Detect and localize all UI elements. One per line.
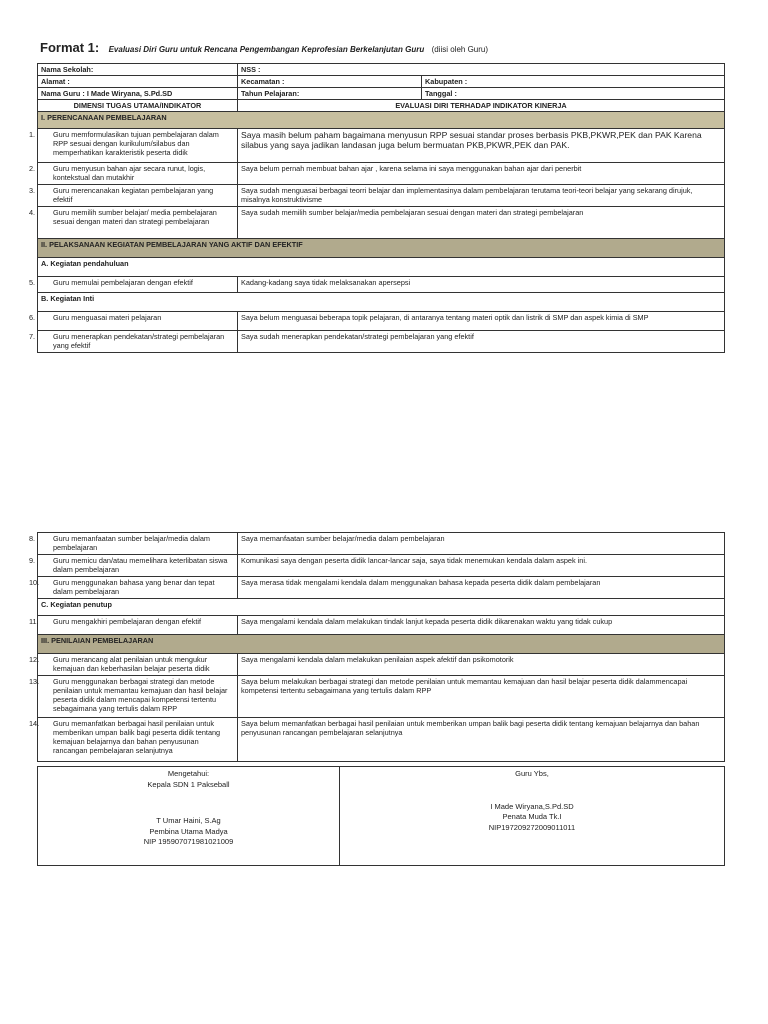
table-row: [38, 616, 725, 635]
sign-right-name: I Made Wiryana,S.Pd.SD: [490, 801, 574, 811]
table-row: [38, 533, 725, 555]
kecamatan-cell: Kecamatan :: [238, 76, 422, 88]
table-row: [38, 718, 725, 762]
evaluation-cell: Kadang-kadang saya tidak melaksanakan apersepsi: [238, 277, 725, 293]
indicator-cell: 9. Guru memicu dan/atau memelihara keterlibatan siswa dalam pembelajaran: [38, 555, 238, 577]
indicator-cell: 8. Guru memanfaatan sumber belajar/media dalam pembelajaran: [38, 533, 238, 555]
section-header: [38, 112, 725, 129]
section-title: I. PERENCANAAN PEMBELAJARAN: [38, 112, 725, 129]
table-row: [38, 331, 725, 353]
table-row: [38, 207, 725, 239]
kabupaten-cell: Kabupaten :: [422, 76, 725, 88]
table-row: [38, 577, 725, 599]
evaluation-cell: Saya sudah memilih sumber belajar/media pembelajaran sesuai dengan materi dan strategi pembelajaran: [238, 207, 725, 239]
sign-left-name: T Umar Haini, S.Ag: [156, 816, 221, 825]
evaluation-cell: Saya sudah menguasai berbagai teorri belajar dan implementasinya dalam pembelajaran terutama teori-teori belajar yang sekarang dirujuk, misalnya konstruktivisme: [238, 185, 725, 207]
nss-cell: NSS :: [238, 64, 725, 76]
signature-block: [37, 766, 725, 866]
subsection-title: B. Kegiatan Inti: [38, 293, 725, 312]
tanggal-cell: Tanggal :: [422, 88, 725, 100]
evaluation-cell: Saya mengalami kendala dalam melakukan tindak lanjut kepada peserta didik dikarenakan waktu yang tidak cukup: [238, 616, 725, 635]
indicator-cell: 12. Guru merancang alat penilaian untuk mengukur kemajuan dan keberhasilan belajar peserta didik: [38, 654, 238, 676]
subsection-header: [38, 599, 725, 616]
signature-left: [38, 767, 340, 866]
section-header: [38, 239, 725, 258]
column-header-row: [38, 100, 725, 112]
indicator-cell: 13. Guru menggunakan berbagai strategi dan metode penilaian untuk memantau kemajuan dan hasil belajar peserta didik dalam mencapai kompetensi tertentu sebagaimana yang tertulis dalam RPP: [38, 676, 238, 718]
indicator-cell: 2. Guru menyusun bahan ajar secara runut, logis, kontekstual dan mutakhir: [38, 163, 238, 185]
sign-right-rank: Penata Muda Tk.I: [502, 812, 562, 821]
subsection-title: A. Kegiatan pendahuluan: [38, 258, 725, 277]
indicator-cell: 11. Guru mengakhiri pembelajaran dengan efektif: [38, 616, 238, 635]
sign-left-line1: Mengetahui:: [167, 769, 210, 778]
evaluation-table-top: [29, 63, 725, 353]
info-row: [38, 88, 725, 100]
table-row: [38, 185, 725, 207]
evaluation-cell: Saya belum pernah membuat bahan ajar , karena selama ini saya menggunakan bahan ajar dari penerbit: [238, 163, 725, 185]
sign-right-nip: NIP197209272009011011: [488, 822, 576, 832]
column-header-left: DIMENSI TUGAS UTAMA/INDIKATOR: [38, 100, 238, 112]
evaluation-cell: Saya memanfaatan sumber belajar/media dalam pembelajaran: [238, 533, 725, 555]
evaluation-cell: Saya belum memanfatkan berbagai hasil penilaian untuk memberikan umpan balik bagi peserta didik tentang kemajuan belajarnya dan bahan penyusunan rancangan pembelajaran selanjutnya: [238, 718, 725, 762]
evaluation-cell: Saya mengalami kendala dalam melakukan penilaian aspek afektif dan psikomotorik: [238, 654, 725, 676]
indicator-cell: 1. Guru memformulasikan tujuan pembelajaran dalam RPP sesuai dengan kurikulum/silabus dan memperhatikan karakteristik peserta didik: [38, 129, 238, 163]
table-row: [38, 277, 725, 293]
sign-left-rank: Pembina Utama Madya: [149, 826, 228, 836]
table-row: [38, 129, 725, 163]
indicator-cell: 5. Guru memulai pembelajaran dengan efektif: [38, 277, 238, 293]
section-header: [38, 635, 725, 654]
indicator-cell: 14. Guru memanfatkan berbagai hasil penilaian untuk memberikan umpan balik bagi peserta didik tentang kemajuan belajarnya dan bahan penyusunan rancangan pembelajaran selanjutnya: [38, 718, 238, 762]
table-row: [38, 654, 725, 676]
signature-right: [340, 767, 725, 866]
evaluation-cell: Saya belum menguasai beberapa topik pelajaran, di antaranya tentang materi optik dan listrik di SMP dan aspek kimia di SMP: [238, 312, 725, 331]
evaluation-cell: Saya sudah menerapkan pendekatan/strategi pembelajaran yang efektif: [238, 331, 725, 353]
sign-right-line1: Guru Ybs,: [515, 769, 549, 778]
subsection-header: [38, 258, 725, 277]
evaluation-cell: Saya belum melakukan berbagai strategi dan metode penilaian untuk memantau kemajuan dan hasil belajar peserta didik dalammencapai kompetensi tertentu sebagaimana yang tertulis dalam RPP: [238, 676, 725, 718]
alamat-cell: Alamat :: [38, 76, 238, 88]
sign-left-nip: NIP 195907071981021009: [143, 837, 234, 846]
evaluation-cell: Saya merasa tidak mengalami kendala dalam menggunakan bahasa kepada peserta didik dalam pembelajaran: [238, 577, 725, 599]
evaluation-cell: Komunikasi saya dengan peserta didik lancar-lancar saja, saya tidak menemukan kendala dalam aspek ini.: [238, 555, 725, 577]
evaluation-cell: Saya masih belum paham bagaimana menyusun RPP sesuai standar proses berbasis PKB,PKWR,PEK dan PAK Karena silabus yang saya jadikan landasan juga belum bermuatan PKB,PKWR,PEK dan PAK.: [238, 129, 725, 163]
table-row: [38, 555, 725, 577]
indicator-cell: 6. Guru menguasai materi pelajaran: [38, 312, 238, 331]
indicator-cell: 3. Guru merencanakan kegiatan pembelajaran yang efektif: [38, 185, 238, 207]
info-row: [38, 76, 725, 88]
sign-left-line2: Kepala SDN 1 Pakseball: [147, 779, 230, 789]
title-note: (diisi oleh Guru): [431, 45, 489, 54]
nama-sekolah-cell: Nama Sekolah:: [38, 64, 238, 76]
evaluation-table-bottom: [29, 532, 725, 762]
title-text: Evaluasi Diri Guru untuk Rencana Pengembangan Keprofesian Berkelanjutan Guru: [108, 45, 425, 54]
table-row: [38, 163, 725, 185]
format-label: Format 1:: [40, 40, 100, 55]
subsection-title: C. Kegiatan penutup: [38, 599, 725, 616]
nama-guru-cell: Nama Guru : I Made Wiryana, S.Pd.SD: [38, 88, 238, 100]
column-header-right: EVALUASI DIRI TERHADAP INDIKATOR KINERJA: [238, 100, 725, 112]
indicator-cell: 4. Guru memilih sumber belajar/ media pembelajaran sesuai dengan materi dan strategi pembelajaran: [38, 207, 238, 239]
section-title: III. PENILAIAN PEMBELAJARAN: [38, 635, 725, 654]
table-row: [38, 676, 725, 718]
table-row: [38, 312, 725, 331]
tahun-cell: Tahun Pelajaran:: [238, 88, 422, 100]
document-title: [40, 40, 488, 55]
section-title: II. PELAKSANAAN KEGIATAN PEMBELAJARAN YANG AKTIF DAN EFEKTIF: [38, 239, 725, 258]
indicator-cell: 10. Guru menggunakan bahasa yang benar dan tepat dalam pembelajaran: [38, 577, 238, 599]
indicator-cell: 7. Guru menerapkan pendekatan/strategi pembelajaran yang efektif: [38, 331, 238, 353]
info-row: [38, 64, 725, 76]
subsection-header: [38, 293, 725, 312]
